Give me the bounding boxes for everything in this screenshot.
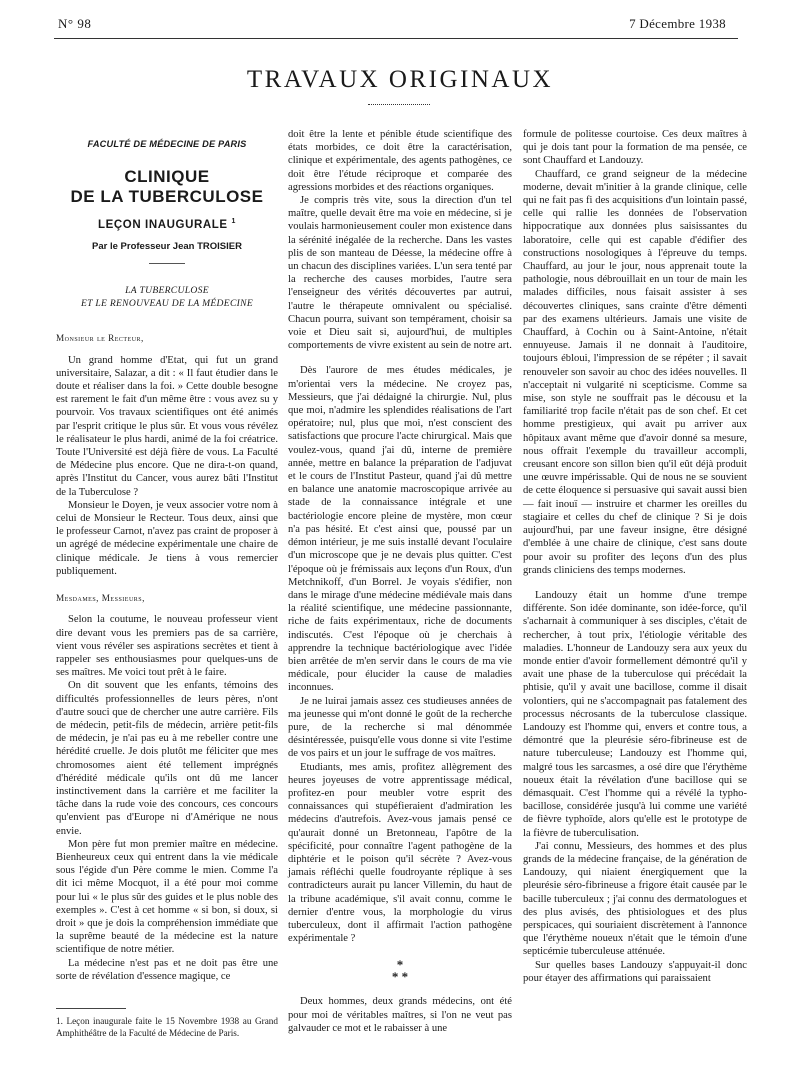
subtitle-line-1: LA TUBERCULOSE	[125, 285, 209, 297]
paragraph: Mon père fut mon premier maître en médecine. Bienheureux ceux qui entrent dans la vie médicale sous l'égide d'un Père comme le mien. Comme l'a dit ici même Mocquot, il a été pour moi comme pour lui « le plus sûr des guides et le plus noble des exemples ». C'est à cet homme « si bon, si doux, si droit » que je dois la compréhension immédiate que la suprême beauté de la médecine est la nature scientifique de notre métier.	[56, 838, 278, 956]
paragraph: Je compris très vite, sous la direction d'un tel maître, quelle devait être ma voie en médecine, si je voulais harmonieusement couler mon existence dans la sérénité inégalée de la recherche. Dans les vastes plis de son manteau de Déesse, la médecine offre à un chacun des disciplines variées. L'un sera tenté par la recherche des causes morbides, l'autre sera l'enseigneur des vérités découvertes par autrui, l'autre le thérapeute omnivalent ou spécialisé. Chacun pourra, suivant son tempérament, choisir sa voie et Dieu sait si, aujourd'hui, de multiples comportements de vivre existent au sein de notre art.	[288, 195, 512, 352]
footnote-rule	[56, 1008, 126, 1009]
section-title: TRAVAUX ORIGINAUX	[246, 66, 554, 93]
paragraph: La médecine n'est pas et ne doit pas être une sorte de révélation d'essence magique, ce	[56, 957, 278, 982]
separator-star: *	[396, 957, 404, 973]
author-line: Par le Professeur Jean TROISIER	[92, 241, 242, 253]
section-separator	[288, 959, 512, 983]
title-divider	[368, 104, 430, 105]
faculty-heading: FACULTÉ DE MÉDECINE DE PARIS	[87, 139, 247, 149]
subtitle-line-2: ET LE RENOUVEAU DE LA MÉDECINE	[81, 298, 253, 310]
column-3	[523, 128, 747, 985]
issue-date: 7 Décembre 1938	[629, 16, 726, 31]
issue-number: N° 98	[58, 16, 92, 31]
salutation-recteur: Monsieur le Recteur,	[56, 333, 144, 344]
paragraph: Dès l'aurore de mes études médicales, je m'orientai vers la médecine. Ne croyez pas, Messieurs, que j'ai dédaigné la chirurgie. Nul, plus que moi, n'admire les splendides réalisations de l'art opératoire; nul, plus que moi, n'est conscient des satisfactions que procure l'acte chirurgical. Mais que voulez-vous, quand j'ai dû, interne de première année, mettre en balance la préparation de l'adjuvat et le cours de l'Institut Pasteur, quand j'ai dû mettre en balance une anatomie macroscopique arrivée au stade de la connaissance intégrale et une bactériologie encore pleine de mystère, mon cœur n'a pas hésité. Et c'est ainsi que, poussé par un démon intérieur, je me suis installé devant l'oculaire d'un microscope que je ne devais plus quitter. C'est l'époque où je frémissais aux leçons d'un Roux, d'un Metchnikoff, d'un Borrel. Je voyais s'édifier, non dans le mirage d'une médecine médiévale mais dans la réalité scientifique, une médecine passionnante, riche de faits expérimentaux, riche de documents indiscutés. C'est l'époque où je cherchais à apprendre la technique bactériologique avec l'idée bien arrêtée de m'en servir dans le cours de ma vie médicale, pour élucider la cause de maladies inconnues.	[288, 365, 512, 694]
paragraph: Chauffard, ce grand seigneur de la médecine moderne, devait m'initier à la grande clinique, celle qui ne fait pas fi des acquisitions d'un lointain passé, celle qui rallie les données de l'observation hippocratique aux données plus saisissantes du laboratoire, celle qui est capable d'édifier des constructions nosologiques à l'épreuve du temps. Chauffard, au jour le jour, nous apprenait toute la pathologie, nous débrouillait en un tour de main les malades difficiles, nous faisait assister à ses découvertes cliniques, sans crainte d'être démenti par des examens ultérieurs. Jamais une visite de Chauffard, à Cochin ou à Saint-Antoine, n'était ennuyeuse. Jamais il ne donnait à l'auditoire, toujours ébloui, l'impression de se répéter ; il savait renouveler son savoir au choc des idées nouvelles. Il n'acceptait ni vulgarité ni scepticisme. Comme sa mise, son style ne souffrait pas le décousu et la familiarité trop facile n'était pas de son chef. Et cet homme prestigieux, qui avait pu arriver aux hôpitaux avant même que d'avoir donné sa mesure, nous offrait l'exemple du travailleur accompli, creusant encore son sillon bien qu'il eût déjà produit une œuvre impérissable. Qui de nous ne se souvient de cette éloquence si persuasive qui savait aussi bien — fait inouï — instruire et charmer les oreilles du stagiaire et celles du chef de clinique ? Si je dois aujourd'hui, par une faveur insigne, être désigné d'emblée à une chaire de clinique, c'est sans doute pour avoir su profiter des leçons d'un des plus grands cliniciens des temps modernes.	[523, 168, 747, 576]
paragraph: Deux hommes, deux grands médecins, ont été pour moi de véritables maîtres, si l'on ne veut pas galvauder ce mot et le rabaisser à une	[288, 996, 512, 1034]
footnote-ref: 1	[231, 218, 236, 226]
article-subtitle	[56, 284, 278, 310]
paragraph: doit être la lente et pénible étude scientifique des états morbides, ce doit être la caractérisation, clinique et expérimentale, des agents pathogènes, ce doit être l'étude réciproque et comparée des agressions morbides et des réactions organiques.	[288, 129, 512, 193]
paragraph: Selon la coutume, le nouveau professeur vient dire devant vous les premiers pas de sa carrière, vient vous révéler ses aspirations secrètes et tient à rappeler ses enthousiasmes pour quelques-uns de ses maîtres. Me voici tout prêt à le faire.	[56, 614, 278, 679]
article-title-line-1: CLINIQUE	[124, 167, 210, 187]
paragraph: Je ne luirai jamais assez ces studieuses années de ma jeunesse qui m'ont donné le goût de la recherche pure, de la recherche si mal dénommée désintéressée, puisqu'elle vous donne si vite l'estime de vos pairs et un jour le suffrage de vos maîtres.	[288, 695, 512, 760]
author-divider	[149, 263, 185, 264]
lecon-text: LEÇON INAUGURALE	[97, 219, 228, 232]
paragraph: formule de politesse courtoise. Ces deux maîtres à qui je dois tant pour la formation de ma pensée, ce sont Chauffard et Landouzy.	[523, 129, 747, 167]
paragraph: J'ai connu, Messieurs, des hommes et des plus grands de la médecine française, de la génération de Landouzy, qui niaient énergiquement que la pleurésie séro-fibrineuse a frigore était causée par le bacille tuberculeux ; j'ai connu des dermatologues et des plus avisés, des phtisiologues et des plus perspicaces, qui souriaient discrètement à l'annonce que l'érythème noueux n'était que le témoin d'une septicémie tuberculeuse atténuée.	[523, 840, 747, 958]
column-2	[288, 128, 512, 1035]
article-title-line-2: DE LA TUBERCULOSE	[70, 187, 264, 207]
header-rule	[54, 38, 738, 39]
paragraph: Un grand homme d'Etat, qui fut un grand universitaire, Salazar, a dit : « Il faut étudier dans le doute et réaliser dans la foi. » Cette double besogne est rarement le fait d'un même être : vous avez su y pourvoir. Vos travaux scientifiques ont été animés par l'esprit critique le plus sûr. Et vous vous révélez le réalisateur le plus hardi, animé de la foi créatrice. Toute l'Université est déjà fière de vous. La Faculté de Médecine plus encore. Que ne dira-t-on quand, après l'Institut du Cancer, vous aurez bâti l'Institut de la Tuberculose ?	[56, 354, 278, 498]
salutation-audience: Mesdames, Messieurs,	[56, 593, 145, 604]
paragraph: Etudiants, mes amis, profitez allègrement des heures joyeuses de votre apprentissage médical, profitez-en pour meubler votre esprit des connaissances qui stupéfieraient d'admiration les médecins d'autrefois. Avez-vous jamais pensé ce qu'aurait donné un Bretonneau, l'apôtre de la spécificité, pour connaître l'agent pathogène de la diphtérie et le poison qu'il sécrète ? Avez-vous jamais réfléchi quelle foudroyante réplique à ses contradicteurs aurait pu lancer Villemin, du haut de la tribune académique, s'il avait connu, comme le dernier d'entre vous, la morphologie du virus tuberculeux, dont il affirmait l'action pathogène expérimentale ?	[288, 761, 512, 945]
column-1	[56, 128, 278, 983]
paragraph: Landouzy était un homme d'une trempe différente. Son idée dominante, son idée-force, qu'il s'acharnait à communiquer à ses disciples, c'était de rechercher, à tout prix, l'étiologie véritable des maladies. L'honneur de Landouzy sera aux yeux du monde entier d'avoir formellement démontré qu'il y avait une phase de la tuberculose qui précédait la phtisie, qu'il y avait une bacillose, comme il disait volontiers, qui ne s'accompagnait pas fatalement des processus nécrosants de la tuberculose classique. Landouzy est l'homme qui, envers et contre tous, a démontré que la pleurésie séro-fibrineuse est de nature tuberculeuse; Landouzy est l'homme qui, malgré tous les sarcasmes, a osé dire que l'érythème noueux était la révélation d'une bacillose qui se démasquait. C'est l'homme qui a révélé la typho-bacillose, considérée jusqu'à lui comme une variété de fièvre typhoïde, alors qu'elle est le prototype de la fièvre de tuberculisation.	[523, 589, 747, 839]
article-title	[56, 167, 278, 207]
footnote: 1. Leçon inaugurale faite le 15 Novembre 1938 au Grand Amphithéâtre de la Faculté de Médecine de Paris.	[56, 1016, 278, 1038]
lecon-heading	[56, 215, 278, 232]
paragraph: Monsieur le Doyen, je veux associer votre nom à celui de Monsieur le Recteur. Tous deux, ainsi que le professeur Carnot, n'avez pas craint de proposer à un agrégé de médecine expérimentale une chaire de clinique médicale. Je tiens à vous remercier publiquement.	[56, 499, 278, 577]
paragraph: On dit souvent que les enfants, témoins des difficultés professionnelles de leurs pères, n'ont d'autre souci que de chercher une autre carrière. Fils de médecin, petit-fils de médecin, arrière petit-fils de médecin, je n'ai pas eu à me rebeller contre une hérédité cruelle. Je dois plutôt me féliciter que mes chromosomes aient été tellement imprégnés d'hérédité médicale qu'ils ont dû me lancer instinctivement dans la carrière et me faciliter la tâche dans la rude voie des concours, ces concours qu'envient pas d'Europe ni d'Amérique ne nous envie.	[56, 680, 278, 837]
paragraph: Sur quelles bases Landouzy s'appuyait-il donc pour étayer des affirmations qui paraissaient	[523, 959, 747, 984]
separator-stars: * *	[391, 969, 409, 985]
